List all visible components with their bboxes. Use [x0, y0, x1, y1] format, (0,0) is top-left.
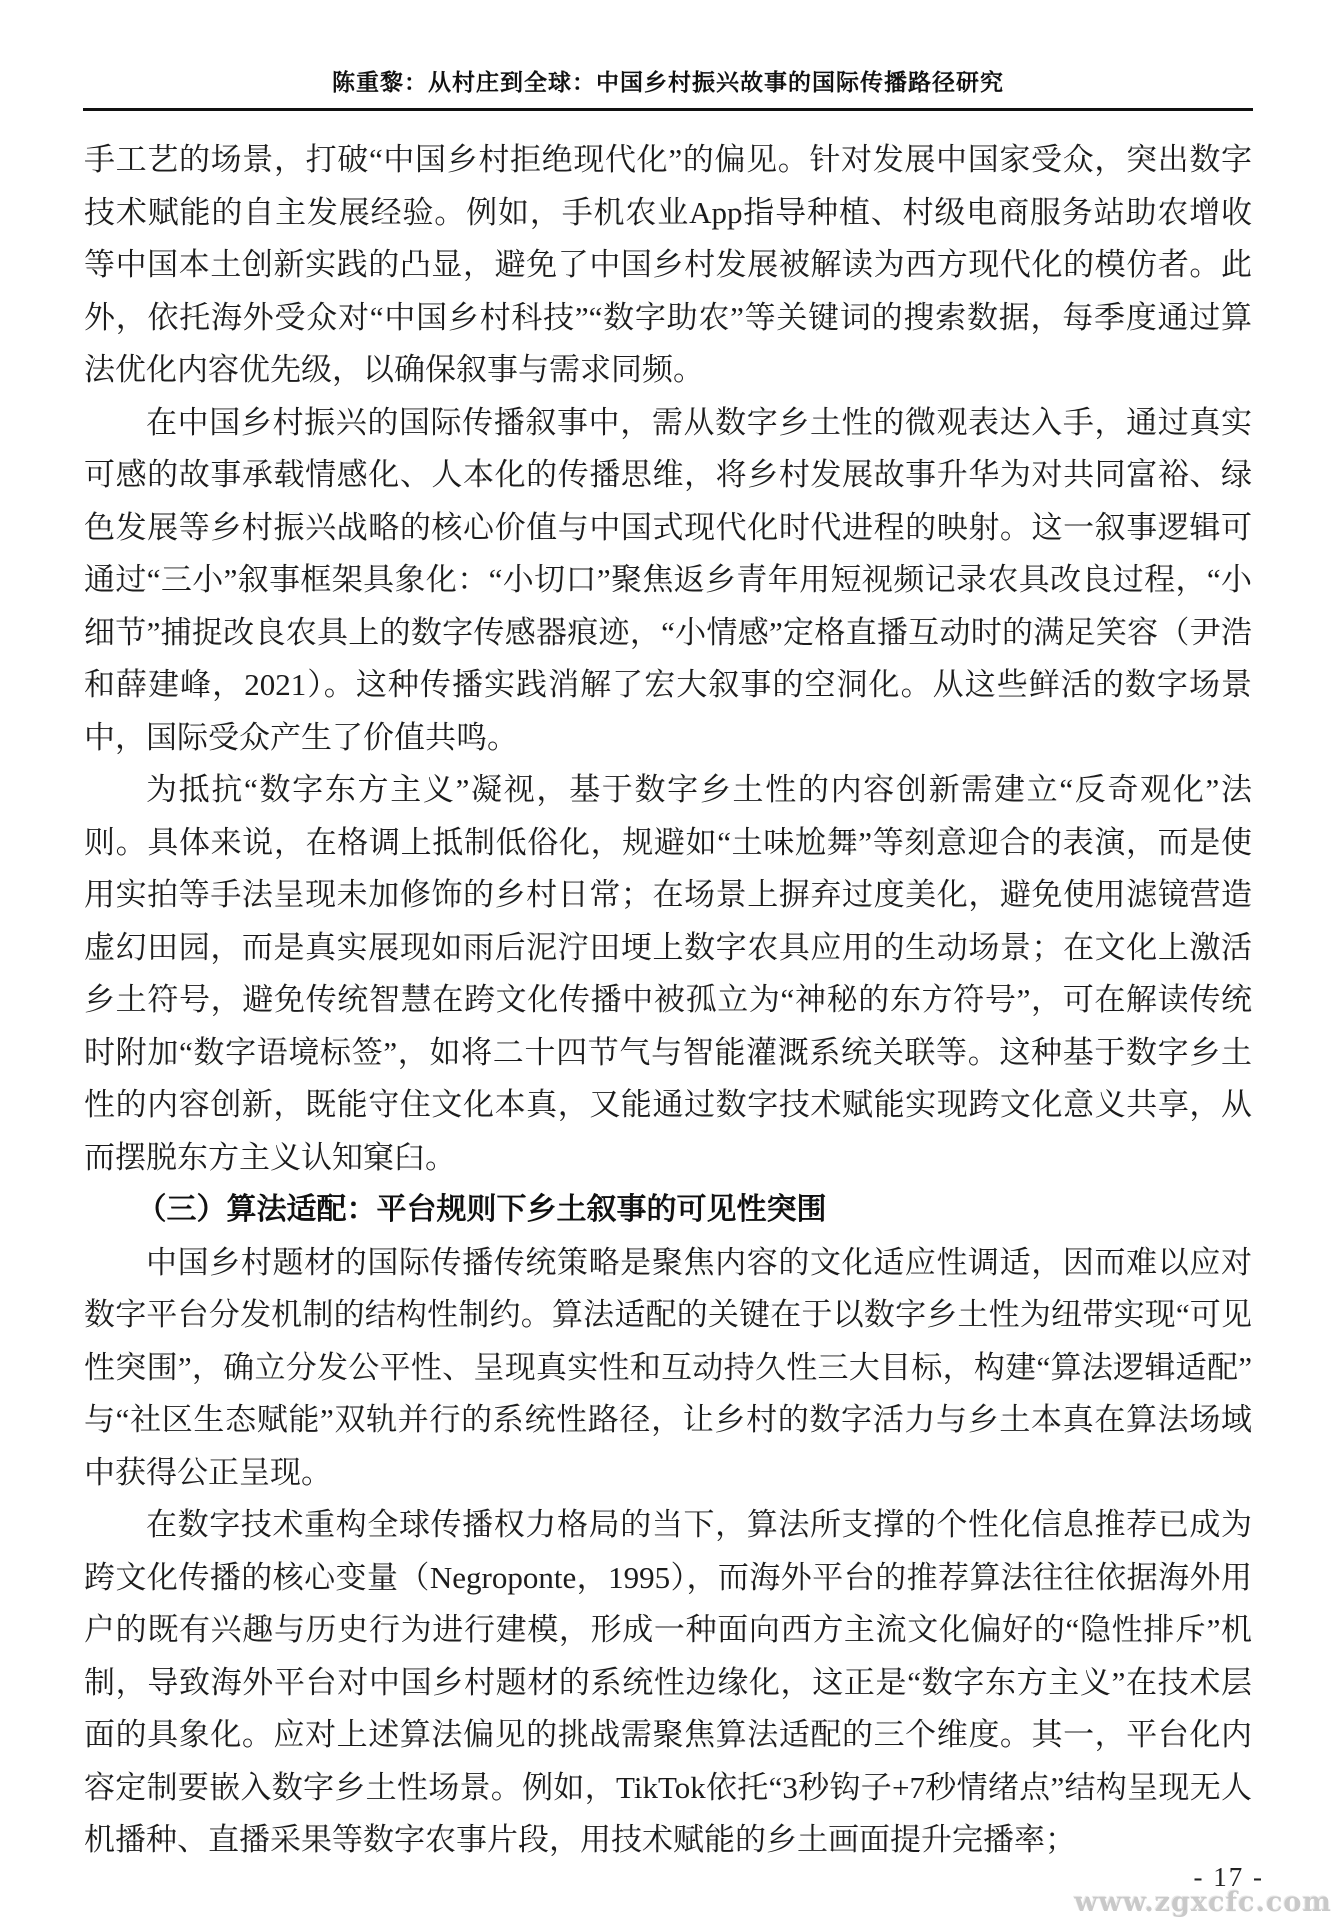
running-header-title: 陈重黎：从村庄到全球：中国乡村振兴故事的国际传播路径研究: [332, 70, 1004, 96]
paragraph-continuation: 手工艺的场景，打破“中国乡村拒绝现代化”的偏见。针对发展中国家受众，突出数字技术赋能的自主发展经验。例如，手机农业App指导种植、村级电商服务站助农增收等中国本土创新实践的凸显，避免了中国乡村发展被解读为西方现代化的模仿者。此外，依托海外受众对“中国乡村科技”“数字助农”等关键词的搜索数据，每季度通过算法优化内容优先级，以确保叙事与需求同频。: [84, 142, 1252, 387]
header-rule: [83, 108, 1253, 111]
paragraph: 在中国乡村振兴的国际传播叙事中，需从数字乡土性的微观表达入手，通过真实可感的故事承载情感化、人本化的传播思维，将乡村发展故事升华为对共同富裕、绿色发展等乡村振兴战略的核心价值与中国式现代化时代进程的映射。这一叙事逻辑可通过“三小”叙事框架具象化：“小切口”聚焦返乡青年用短视频记录农具改良过程，“小细节”捕捉改良农具上的数字传感器痕迹，“小情感”定格直播互动时的满足笑容（尹浩和薛建峰，2021）。这种传播实践消解了宏大叙事的空洞化。从这些鲜活的数字场景中，国际受众产生了价值共鸣。: [84, 404, 1252, 755]
paragraph: 中国乡村题材的国际传播传统策略是聚焦内容的文化适应性调适，因而难以应对数字平台分发机制的结构性制约。算法适配的关键在于以数字乡土性为纽带实现“可见性突围”，确立分发公平性、呈现真实性和互动持久性三大目标，构建“算法逻辑适配”与“社区生态赋能”双轨并行的系统性路径，让乡村的数字活力与乡土本真在算法场域中获得公正呈现。: [84, 1244, 1252, 1490]
section-heading: （三）算法适配：平台规则下乡土叙事的可见性突围: [136, 1192, 827, 1227]
page-header: [0, 64, 1336, 111]
paragraph: 为抵抗“数字东方主义”凝视，基于数字乡土性的内容创新需建立“反奇观化”法则。具体来说，在格调上抵制低俗化，规避如“土味尬舞”等刻意迎合的表演，而是使用实拍等手法呈现未加修饰的乡村日常；在场景上摒弃过度美化，避免使用滤镜营造虚幻田园，而是真实展现如雨后泥泞田埂上数字农具应用的生动场景；在文化上激活乡土符号，避免传统智慧在跨文化传播中被孤立为“神秘的东方符号”，可在解读传统时附加“数字语境标签”，如将二十四节气与智能灌溉系统关联等。这种基于数字乡土性的内容创新，既能守住文化本真，又能通过数字技术赋能实现跨文化意义共享，从而摆脱东方主义认知窠臼。: [84, 772, 1252, 1175]
paragraph: 在数字技术重构全球传播权力格局的当下，算法所支撑的个性化信息推荐已成为跨文化传播的核心变量（Negroponte，1995），而海外平台的推荐算法往往依据海外用户的既有兴趣与历史行为进行建模，形成一种面向西方主流文化偏好的“隐性排斥”机制，导致海外平台对中国乡村题材的系统性边缘化，这正是“数字东方主义”在技术层面的具象化。应对上述算法偏见的挑战需聚焦算法适配的三个维度。其一，平台化内容定制要嵌入数字乡土性场景。例如，TikTok依托“3秒钩子+7秒情绪点”结构呈现无人机播种、直播采果等数字农事片段，用技术赋能的乡土画面提升完播率；: [84, 1507, 1252, 1857]
article-body: [84, 134, 1252, 1867]
page-number: - 17 -: [1193, 1862, 1264, 1892]
watermark: www.zgxcfc.com: [1074, 1887, 1332, 1918]
